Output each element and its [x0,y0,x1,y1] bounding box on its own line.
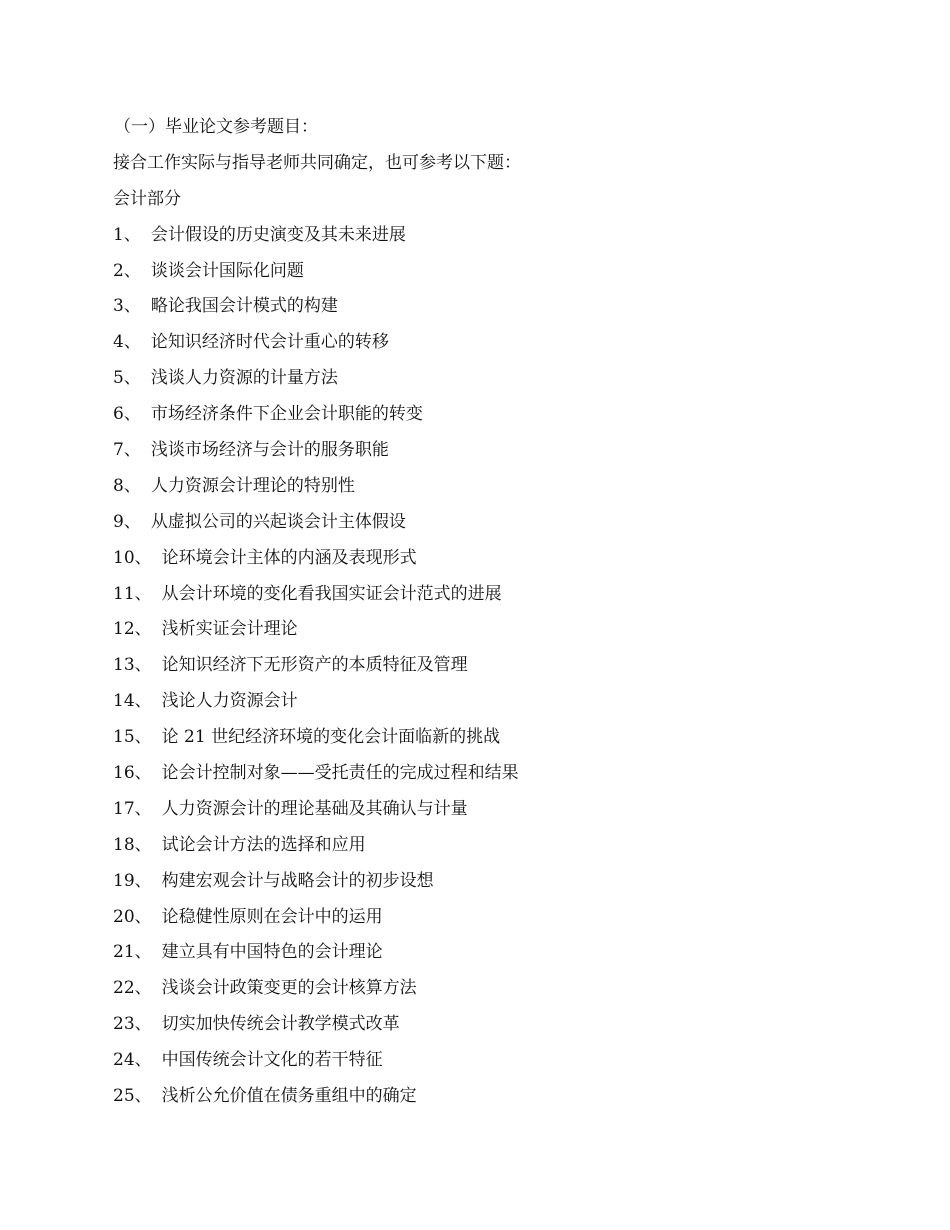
list-item [113,254,873,290]
item-number: 25 [113,1086,135,1107]
item-separator: 、 [123,404,141,425]
item-number: 18 [113,834,135,855]
topic-title: 论稳健性原则在会计中的运用 [161,906,383,927]
list-item [113,1043,873,1079]
topic-title: 浅谈市场经济与会计的服务职能 [150,440,389,461]
item-separator: 、 [134,978,152,999]
topic-list [113,218,873,1115]
list-item [113,792,873,828]
item-separator: 、 [123,224,141,245]
document-page [113,110,873,1115]
item-separator: 、 [134,870,152,891]
item-number: 19 [113,870,135,891]
item-separator: 、 [123,511,141,532]
list-item [113,1007,873,1043]
item-number: 23 [113,1014,135,1035]
item-separator: 、 [123,475,141,496]
list-item [113,864,873,900]
item-number: 5 [113,368,124,389]
item-separator: 、 [134,583,152,604]
item-separator: 、 [134,798,152,819]
topic-title: 构建宏观会计与战略会计的初步设想 [161,870,434,891]
list-item [113,612,873,648]
list-item [113,1079,873,1115]
list-item [113,541,873,577]
topic-title: 试论会计方法的选择和应用 [161,834,366,855]
topic-title: 浅谈会计政策变更的会计核算方法 [161,978,417,999]
item-separator: 、 [134,1086,152,1107]
item-separator: 、 [134,942,152,963]
intro-text: 接合工作实际与指导老师共同确定，也可参考以下题： [113,152,521,173]
topic-title: 从会计环境的变化看我国实证会计范式的进展 [161,583,502,604]
item-separator: 、 [123,368,141,389]
list-item [113,505,873,541]
topic-title: 建立具有中国特色的会计理论 [161,942,383,963]
item-separator: 、 [134,763,152,784]
item-number: 7 [113,440,124,461]
list-item [113,648,873,684]
item-number: 17 [113,798,135,819]
section-heading: （一）毕业论文参考题目： [114,117,318,137]
list-item [113,684,873,720]
list-item [113,756,873,792]
item-number: 15 [113,727,135,748]
list-item [113,900,873,936]
item-number: 9 [113,511,124,532]
list-item [113,577,873,613]
item-number: 8 [113,475,124,496]
list-item [113,828,873,864]
item-number: 21 [113,942,135,963]
item-separator: 、 [134,691,152,712]
list-item [113,397,873,433]
list-item [113,935,873,971]
topic-title: 论知识经济下无形资产的本质特征及管理 [161,655,468,676]
list-item [113,325,873,361]
topic-title: 论会计控制对象——受托责任的完成过程和结果 [161,763,519,784]
item-number: 20 [113,906,135,927]
topic-title: 切实加快传统会计教学模式改革 [161,1014,400,1035]
topic-title: 人力资源会计的理论基础及其确认与计量 [161,798,468,819]
topic-title: 论知识经济时代会计重心的转移 [150,332,389,353]
item-number: 11 [113,583,135,604]
item-number: 3 [113,296,124,317]
topic-title: 从虚拟公司的兴起谈会计主体假设 [150,511,406,532]
item-number: 6 [113,404,124,425]
item-number: 13 [113,655,135,676]
list-item [113,469,873,505]
topic-title: 会计假设的历史演变及其未来进展 [150,224,406,245]
topic-title: 谈谈会计国际化问题 [150,260,304,281]
item-separator: 、 [134,1050,152,1071]
list-item [113,218,873,254]
item-separator: 、 [134,906,152,927]
item-separator: 、 [123,332,141,353]
item-number: 22 [113,978,135,999]
list-item [113,289,873,325]
category-label: 会计部分 [113,188,181,209]
list-item [113,361,873,397]
item-separator: 、 [123,440,141,461]
topic-title: 浅论人力资源会计 [161,691,298,712]
item-separator: 、 [134,727,152,748]
topic-title: 论环境会计主体的内涵及表现形式 [161,547,417,568]
topic-title: 浅谈人力资源的计量方法 [150,368,338,389]
item-number: 14 [113,691,135,712]
topic-title: 市场经济条件下企业会计职能的转变 [150,404,423,425]
item-separator: 、 [123,296,141,317]
item-number: 24 [113,1050,135,1071]
list-item [113,971,873,1007]
item-separator: 、 [123,260,141,281]
item-separator: 、 [134,655,152,676]
item-number: 10 [113,547,135,568]
item-number: 4 [113,332,124,353]
item-separator: 、 [134,834,152,855]
topic-title: 浅析公允价值在债务重组中的确定 [161,1086,417,1107]
item-separator: 、 [134,1014,152,1035]
topic-title: 中国传统会计文化的若干特征 [161,1050,383,1071]
item-number: 1 [113,224,124,245]
item-number: 16 [113,763,135,784]
item-separator: 、 [134,619,152,640]
topic-title: 浅析实证会计理论 [161,619,298,640]
topic-title: 论 21 世纪经济环境的变化会计面临新的挑战 [161,727,501,748]
topic-title: 略论我国会计模式的构建 [150,296,338,317]
item-separator: 、 [134,547,152,568]
list-item [113,433,873,469]
topic-title: 人力资源会计理论的特别性 [150,475,355,496]
item-number: 2 [113,260,124,281]
list-item [113,720,873,756]
item-number: 12 [113,619,135,640]
